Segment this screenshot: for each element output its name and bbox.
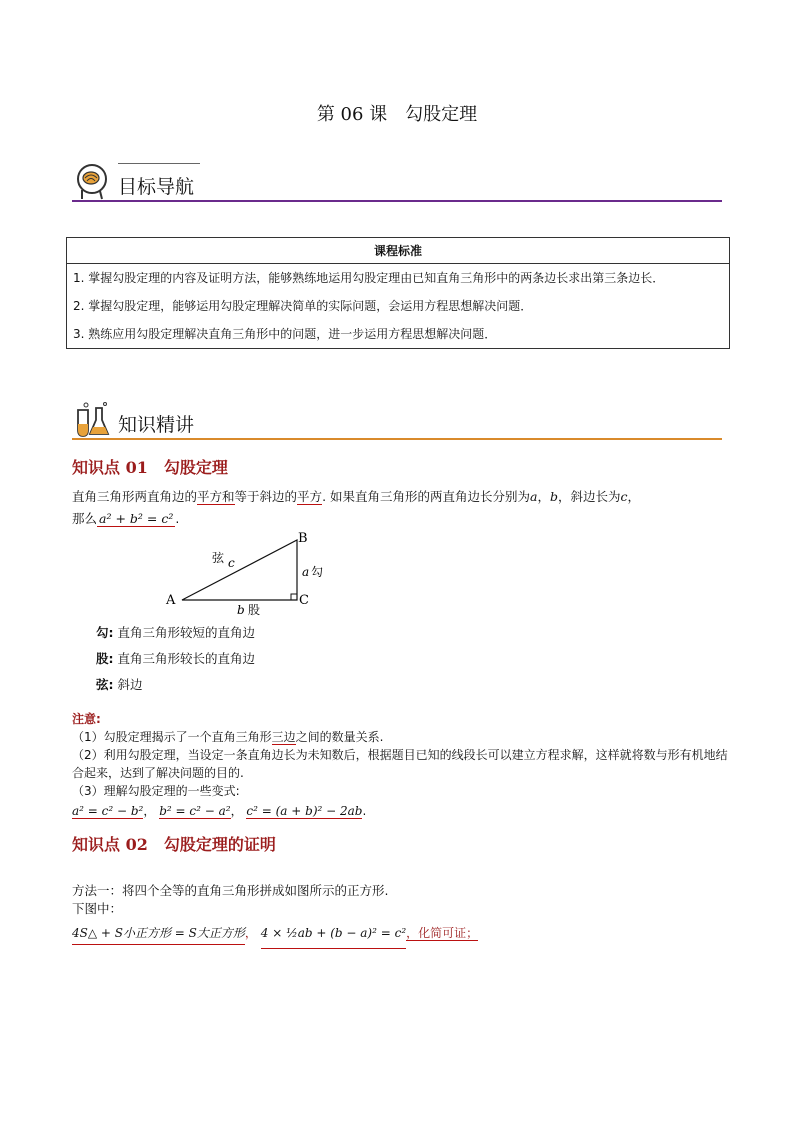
text: . bbox=[362, 804, 367, 818]
method-text: 下图中： bbox=[72, 901, 123, 916]
lab-flask-icon bbox=[72, 400, 112, 440]
glossary-item bbox=[96, 620, 255, 646]
text: . bbox=[175, 511, 180, 526]
knowledge-point-2-title: 知识点 02 勾股定理的证明 bbox=[72, 835, 276, 854]
formula-variants bbox=[72, 802, 732, 820]
variant-formula: a² = c² − b² bbox=[72, 804, 144, 818]
glossary-text: 直角三角形较短的直角边 bbox=[117, 625, 255, 640]
text: 之间的数量关系. bbox=[295, 730, 384, 744]
text: （1）勾股定理揭示了一个直角三角形 bbox=[72, 730, 272, 744]
text: ， bbox=[143, 804, 156, 818]
text: ， bbox=[627, 489, 641, 504]
note-1 bbox=[72, 728, 732, 746]
note-3: （3）理解勾股定理的一些变式: bbox=[72, 784, 240, 798]
glossary-item bbox=[96, 672, 255, 698]
knowledge-point-1-title: 知识点 01 勾股定理 bbox=[72, 458, 228, 477]
section-header-goals bbox=[72, 160, 722, 206]
hypotenuse-label: 弦 bbox=[212, 551, 225, 565]
standard-item: 2. 掌握勾股定理，能够运用勾股定理解决简单的实际问题，会运用方程思想解决问题． bbox=[73, 299, 533, 313]
text: . 如果直角三角形的两直角边长分别为 bbox=[322, 489, 531, 504]
glossary-item bbox=[96, 646, 255, 672]
variant-formula: b² = c² − a² bbox=[159, 804, 231, 818]
math-var: b bbox=[549, 489, 558, 504]
brain-head-icon bbox=[72, 162, 112, 202]
leg-b-var: b bbox=[237, 603, 245, 617]
blank-answer: 三边 bbox=[271, 730, 296, 744]
section-title: 知识精讲 bbox=[118, 414, 195, 436]
section-header-knowledge bbox=[72, 398, 722, 444]
expanded-equation: 4 × ½ab + (b − a)² = c² bbox=[261, 926, 406, 949]
glossary bbox=[96, 620, 255, 698]
note-2: （2）利用勾股定理，当设定一条直角边长为未知数后，根据题目已知的线段长可以建立方程求解，这样就将数与形有机地结合起来，达到了解决问题的目的. bbox=[72, 748, 728, 780]
blank-answer: 平方 bbox=[297, 489, 323, 504]
text: 直角三角形两直角边的 bbox=[72, 489, 198, 504]
text: ， bbox=[537, 489, 550, 504]
notes-block bbox=[72, 710, 732, 820]
triangle-shape bbox=[182, 540, 297, 600]
conclusion-text: ，化简可证； bbox=[406, 926, 479, 940]
blank-answer: 平方和 bbox=[197, 489, 235, 504]
text: ， bbox=[230, 804, 243, 818]
proof-method bbox=[72, 882, 724, 918]
leg-a-var: a bbox=[302, 565, 310, 579]
text: 那么 bbox=[72, 511, 98, 526]
vertex-C: C bbox=[299, 593, 309, 608]
right-angle-mark bbox=[291, 594, 297, 600]
glossary-term: 弦: bbox=[96, 677, 114, 692]
text: ， bbox=[244, 926, 257, 940]
proof-equations bbox=[72, 922, 724, 944]
glossary-term: 勾: bbox=[96, 625, 114, 640]
glossary-term: 股: bbox=[96, 651, 114, 666]
page-title: 第 06 课 勾股定理 bbox=[316, 104, 478, 125]
variant-formula: c² = (a + b)² − 2ab bbox=[246, 804, 363, 818]
hypotenuse-var: c bbox=[228, 556, 235, 570]
math-var: c bbox=[620, 489, 628, 504]
standard-item: 3. 熟练应用勾股定理解决直角三角形中的问题，进一步运用方程思想解决问题． bbox=[73, 327, 497, 341]
notes-heading: 注意: bbox=[72, 712, 101, 726]
vertex-A: A bbox=[166, 593, 176, 608]
pythagorean-formula: a² + b² = c² bbox=[99, 511, 174, 526]
text: 等于斜边的 bbox=[234, 489, 298, 504]
course-standards-table bbox=[66, 237, 730, 349]
leg-a-label: 勾 bbox=[311, 565, 324, 579]
glossary-text: 直角三角形较长的直角边 bbox=[117, 651, 255, 666]
right-triangle-diagram bbox=[160, 530, 340, 620]
orange-divider bbox=[72, 438, 722, 440]
vertex-B: B bbox=[298, 531, 308, 546]
method-text: 方法一：将四个全等的直角三角形拼成如图所示的正方形. bbox=[72, 883, 389, 898]
purple-divider bbox=[72, 200, 722, 202]
text: ，斜边长为 bbox=[558, 489, 621, 504]
standards-heading: 课程标准 bbox=[67, 238, 729, 264]
standard-item: 1. 掌握勾股定理的内容及证明方法，能够熟练地运用勾股定理由已知直角三角形中的两条边长求出第三条边长． bbox=[73, 271, 665, 285]
area-equation: 4S△ + S小正方形 = S大正方形 bbox=[72, 926, 245, 945]
leg-b-label: 股 bbox=[248, 603, 261, 617]
section-title: 目标导航 bbox=[118, 176, 195, 198]
theorem-paragraph bbox=[72, 486, 724, 530]
math-var: a bbox=[530, 489, 538, 504]
glossary-text: 斜边 bbox=[117, 677, 143, 692]
